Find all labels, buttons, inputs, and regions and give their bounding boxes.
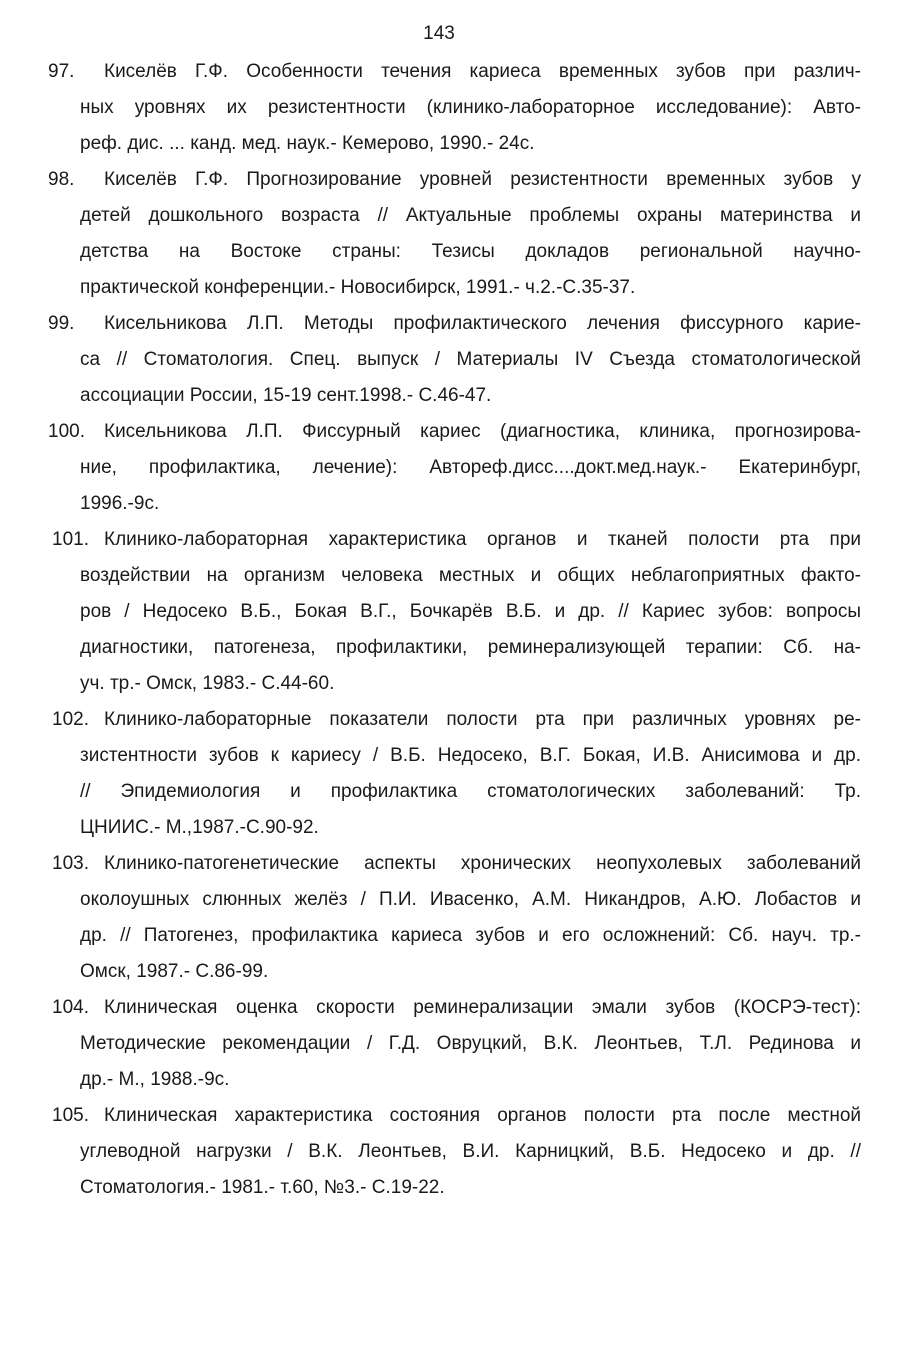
reference-text-line: реф. дис. ... канд. мед. наук.- Кемерово, 1990.- 24с. [80, 133, 535, 154]
reference-text-line: Клинико-патогенетические аспекты хронических неопухолевых заболеваний [104, 853, 861, 874]
reference-text-line: др.- М., 1988.-9с. [80, 1069, 230, 1090]
reference-text-line: Методические рекомендации / Г.Д. Овруцкий, В.К. Леонтьев, Т.Л. Рединова и [80, 1033, 861, 1054]
reference-text-line: са // Стоматология. Спец. выпуск / Материалы IV Съезда стоматологической [80, 349, 861, 370]
reference-text-line: Клинико-лабораторные показатели полости рта при различных уровнях ре- [104, 709, 861, 730]
reference-text-line: детей дошкольного возраста // Актуальные проблемы охраны материнства и [80, 205, 861, 226]
reference-text-line: диагностики, патогенеза, профилактики, реминерализующей терапии: Сб. на- [80, 637, 861, 658]
reference-text-line: Киселёв Г.Ф. Прогнозирование уровней резистентности временных зубов у [104, 169, 861, 190]
reference-text-line: воздействии на организм человека местных и общих неблагоприятных факто- [80, 565, 861, 586]
reference-text-line: 1996.-9с. [80, 493, 160, 514]
reference-text-line: Стоматология.- 1981.- т.60, №3.- С.19-22. [80, 1177, 445, 1198]
reference-text-line: зистентности зубов к кариесу / В.Б. Недосеко, В.Г. Бокая, И.В. Анисимова и др. [80, 745, 861, 766]
reference-number: 100. [48, 421, 85, 442]
reference-text-line: околоушных слюнных желёз / П.И. Ивасенко, А.М. Никандров, А.Ю. Лобастов и [80, 889, 861, 910]
reference-number: 97. [48, 61, 75, 82]
reference-number: 104. [52, 997, 89, 1018]
reference-number: 98. [48, 169, 75, 190]
reference-number: 102. [52, 709, 89, 730]
reference-text-line: уч. тр.- Омск, 1983.- С.44-60. [80, 673, 335, 694]
reference-text-line: Клиническая характеристика состояния органов полости рта после местной [104, 1105, 861, 1126]
reference-text-line: Клиническая оценка скорости реминерализации эмали зубов (КОСРЭ-тест): [104, 997, 861, 1018]
reference-text-line: ных уровнях их резистентности (клинико-лабораторное исследование): Авто- [80, 97, 861, 118]
page-number: 143 [423, 23, 455, 44]
reference-number: 103. [52, 853, 89, 874]
reference-text-line: Киселёв Г.Ф. Особенности течения кариеса временных зубов при различ- [104, 61, 861, 82]
reference-text-line: ЦНИИС.- М.,1987.-С.90-92. [80, 817, 319, 838]
reference-text-line: Омск, 1987.- С.86-99. [80, 961, 269, 982]
reference-text-line: Кисельникова Л.П. Методы профилактического лечения фиссурного карие- [104, 313, 861, 334]
reference-text-line: ассоциации России, 15-19 сент.1998.- С.46-47. [80, 385, 492, 406]
reference-text-line: детства на Востоке страны: Тезисы докладов региональной научно- [80, 241, 861, 262]
reference-text-line: практической конференции.- Новосибирск, 1991.- ч.2.-С.35-37. [80, 277, 636, 298]
reference-number: 105. [52, 1105, 89, 1126]
reference-text-line: ров / Недосеко В.Б., Бокая В.Г., Бочкарёв В.Б. и др. // Кариес зубов: вопросы [80, 601, 861, 622]
reference-text-line: др. // Патогенез, профилактика кариеса зубов и его осложнений: Сб. науч. тр.- [80, 925, 861, 946]
reference-text-line: // Эпидемиология и профилактика стоматологических заболеваний: Тр. [80, 781, 861, 802]
reference-text-line: Клинико-лабораторная характеристика органов и тканей полости рта при [104, 529, 861, 550]
reference-number: 99. [48, 313, 75, 334]
reference-text-line: ние, профилактика, лечение): Автореф.дисс....докт.мед.наук.- Екатеринбург, [80, 457, 861, 478]
reference-text-line: Кисельникова Л.П. Фиссурный кариес (диагностика, клиника, прогнозирова- [104, 421, 861, 442]
reference-text-line: углеводной нагрузки / В.К. Леонтьев, В.И. Карницкий, В.Б. Недосеко и др. // [80, 1141, 861, 1162]
reference-number: 101. [52, 529, 89, 550]
